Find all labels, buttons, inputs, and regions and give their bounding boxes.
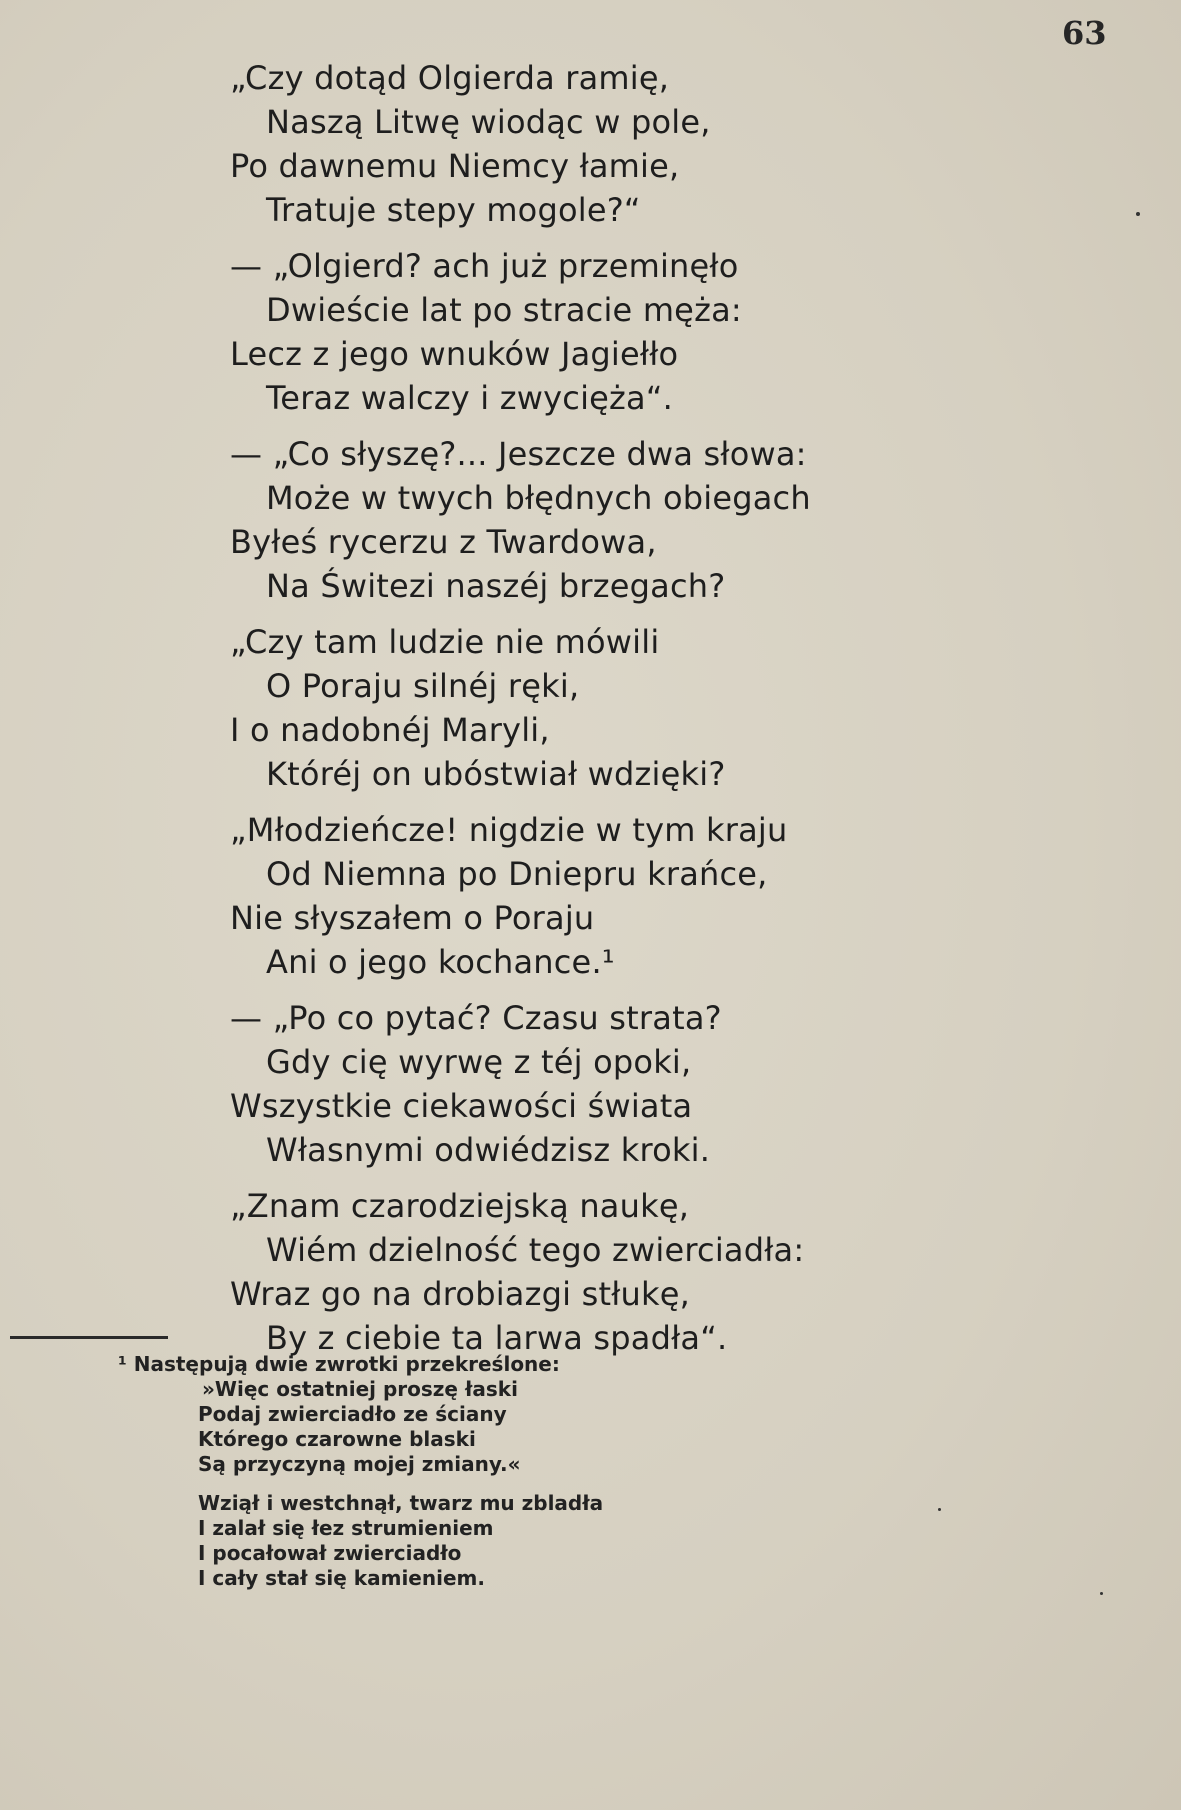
- footnote-verse: I cały stał się kamieniem.: [198, 1566, 485, 1590]
- verse-line: Wiém dzielność tego zwierciadła:: [266, 1231, 805, 1269]
- verse-line: „Czy tam ludzie nie mówili: [230, 623, 660, 661]
- footnote-verse: »Więc ostatniej proszę łaski: [202, 1377, 518, 1401]
- footnote-verse: Którego czarowne blaski: [198, 1427, 476, 1451]
- verse-line: Na Świtezi naszéj brzegach?: [266, 567, 726, 605]
- verse-line: Wraz go na drobiazgi stłukę,: [230, 1275, 690, 1313]
- verse-line: I o nadobnéj Maryli,: [230, 711, 550, 749]
- verse-line: Dwieście lat po stracie męża:: [266, 291, 742, 329]
- verse-line: Własnymi odwiédzisz kroki.: [266, 1131, 711, 1169]
- footnote-intro-text: Następują dwie zwrotki przekreślone:: [133, 1352, 560, 1376]
- verse-line: Tratuje stepy mogole?“: [266, 191, 641, 229]
- verse-line: — „Co słyszę?... Jeszcze dwa słowa:: [230, 435, 807, 473]
- footnote-verse: Podaj zwierciadło ze ściany: [198, 1402, 507, 1426]
- footnote-intro: [118, 1352, 1018, 1377]
- footnote-verse: I zalał się łez strumieniem: [198, 1516, 494, 1540]
- verse-line: „Młodzieńcze! nigdzie w tym kraju: [230, 811, 788, 849]
- verse-line: Lecz z jego wnuków Jagiełło: [230, 335, 679, 373]
- footnote-marker: ¹: [118, 1352, 127, 1376]
- footnote: [118, 1352, 1018, 1591]
- footnote-verse: Wziął i westchnął, twarz mu zbladła: [198, 1491, 604, 1515]
- stanza: [230, 1184, 1130, 1360]
- stanza: [230, 996, 1130, 1172]
- verse-line: Wszystkie ciekawości świata: [230, 1087, 693, 1125]
- paper-speck: [938, 1508, 941, 1511]
- verse-line: O Poraju silnéj ręki,: [266, 667, 580, 705]
- verse-line: Może w twych błędnych obiegach: [266, 479, 811, 517]
- verse-line: „Czy dotąd Olgierda ramię,: [230, 59, 670, 97]
- verse-line: Od Niemna po Dniepru krańce,: [266, 855, 768, 893]
- poem: [230, 56, 1130, 1372]
- verse-line: Któréj on ubóstwiał wdzięki?: [266, 755, 726, 793]
- page-number: 63: [1062, 14, 1107, 52]
- verse-line: Ani o jego kochance.¹: [266, 943, 615, 981]
- stanza: [230, 432, 1130, 608]
- verse-line: Nie słyszałem o Poraju: [230, 899, 595, 937]
- footnote-verse: Są przyczyną mojej zmiany.«: [198, 1452, 521, 1476]
- paper-speck: [1100, 1592, 1103, 1595]
- verse-line: — „Olgierd? ach już przeminęło: [230, 247, 739, 285]
- stanza: [230, 620, 1130, 796]
- stanza: [230, 56, 1130, 232]
- footnote-verse: I pocałował zwierciadło: [198, 1541, 462, 1565]
- stanza: [230, 244, 1130, 420]
- footnote-stanza-gap: [118, 1477, 1018, 1491]
- verse-line: Teraz walczy i zwycięża“.: [266, 379, 673, 417]
- verse-line: Byłeś rycerzu z Twardowa,: [230, 523, 657, 561]
- paper-speck: [1136, 212, 1140, 216]
- verse-line: Naszą Litwę wiodąc w pole,: [266, 103, 711, 141]
- verse-line: — „Po co pytać? Czasu strata?: [230, 999, 722, 1037]
- verse-line: Gdy cię wyrwę z téj opoki,: [266, 1043, 692, 1081]
- verse-line: „Znam czarodziejską naukę,: [230, 1187, 690, 1225]
- footnote-divider: [10, 1336, 168, 1339]
- verse-line: Po dawnemu Niemcy łamie,: [230, 147, 680, 185]
- verse-line: By z ciebie ta larwa spadła“.: [266, 1319, 728, 1357]
- stanza: [230, 808, 1130, 984]
